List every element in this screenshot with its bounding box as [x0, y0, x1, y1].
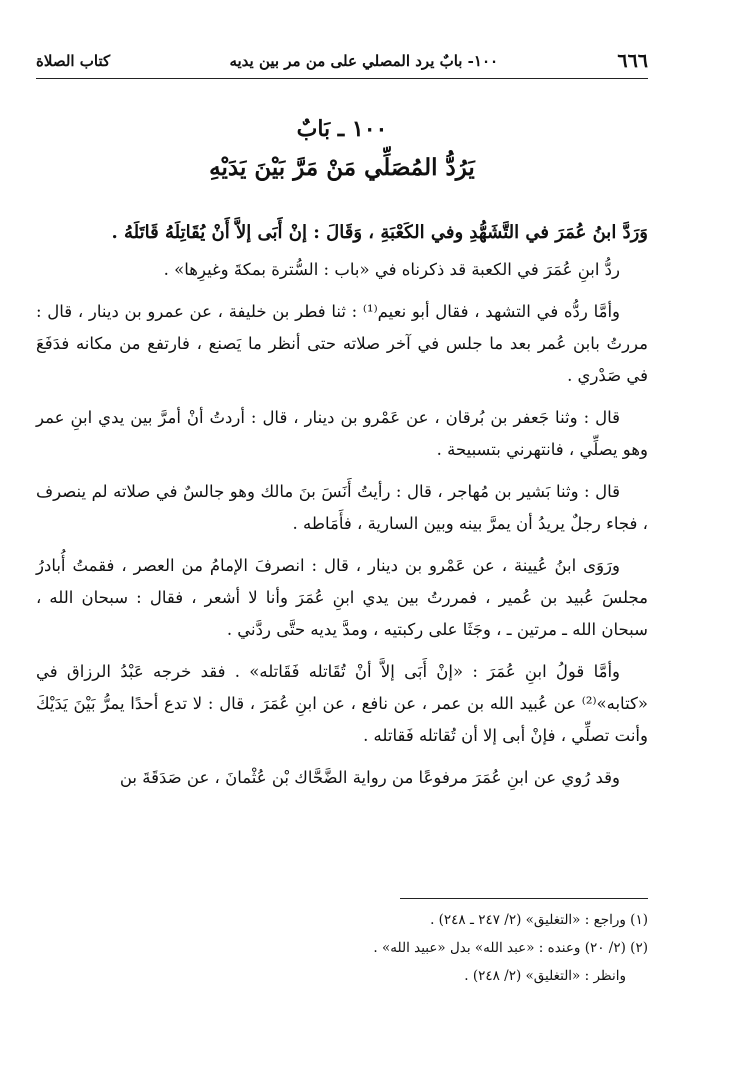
chapter-title: يَرُدُّ المُصَلِّي مَنْ مَرَّ بَيْنَ يَدَيْهِ — [209, 154, 475, 181]
paragraph: ورَوَى ابنُ عُيينة ، عن عَمْرو بن دينار ، قال : انصرفَ الإمامُ من العصر ، فقمتُ أُبادرُ مجلسَ عُبيد بن عُمير ، فمررتُ بين يدي ابنِ عُمَرَ وأنا لا أشعر ، فقال : سبحان الله ، سبحان الله ـ مرتين ـ ، وجَثَا على ركبتيه ، ومدَّ يديه حتَّى ردَّني . — [36, 556, 648, 639]
paragraph: وقد رُوي عن ابنِ عُمَرَ مرفوعًا من رواية الضَّحَّاك بْن عُثْمانَ ، عن صَدَقَةَ بن — [119, 768, 620, 787]
running-header — [36, 44, 648, 79]
chapter-number: ١٠٠ ـ بَابٌ — [296, 116, 388, 142]
paragraph: ردُّ ابنِ عُمَرَ في الكعبة قد ذكرناه في «باب : السُّترة بمكةَ وغيرِها» . — [163, 260, 620, 279]
footnote: (١) وراجع : «التغليق» (٢/ ٢٤٧ ـ ٢٤٨) . — [430, 912, 648, 928]
paragraph-lead: وَرَدَّ ابنُ عُمَرَ في التَّشَهُّدِ وفي الكَعْبَةِ ، وَقَالَ : إنْ أَبَى إلاَّ أَنْ يُقَاتِلَهُ قَاتَلَهُ . — [111, 222, 648, 243]
paragraph: قال : وثنا بَشير بن مُهاجر ، قال : رأيتُ أَنَسَ بنَ مالك وهو جالسٌ في صلاته لم ينصرف ، فجاء رجلٌ يريدُ أن يمرَّ بينه وبين السارية ، فأَمَاطه . — [36, 482, 648, 533]
paragraph: وأمَّا ردُّه في التشهد ، فقال أبو نعيم⁽¹⁾ : ثنا فطر بن خليفة ، عن عمرو بن دينار ، قال : مررتُ بابن عُمر بعد ما جلس في آخر صلاته حتى أنظر ما يَصنع ، فارتفع من مكانه فدَفَعَ في صَدْري . — [36, 302, 648, 385]
footnotes — [36, 906, 648, 990]
paragraph: قال : وثنا جَعفر بن بُرقان ، عن عَمْرو بن دينار ، قال : أردتُ أنْ أمرَّ بين يدي ابنِ عمر وهو يصلِّي ، فانتهرني بتسبيحة . — [36, 408, 648, 459]
footnote-divider — [400, 898, 648, 899]
paragraph: وأمَّا قولُ ابنِ عُمَرَ : «إنْ أَبَى إلاَّ أنْ تُقَاتله فَقَاتله» . فقد خرجه عَبْدُ الرزاق في «كتابه»⁽²⁾ عن عُبيد الله بن عمر ، عن نافع ، عن ابنِ عُمَرَ ، قال : لا تدع أحدًا يمرُّ بَيْنَ يَدَيْكَ وأنت تصلِّي ، فإنْ أبى إلا أن تُقاتله فَقاتله . — [36, 662, 648, 745]
footnote-continuation: وانظر : «التغليق» (٢/ ٢٤٨) . — [464, 968, 626, 984]
main-text — [36, 216, 648, 804]
book-page — [36, 44, 648, 1044]
footnote: (٢) (٢/ ٢٠) وعنده : «عبد الله» بدل «عبيد الله» . — [373, 940, 648, 956]
page-number: ٦٦٦ — [617, 50, 648, 72]
running-title: ١٠٠- بابٌ يرد المصلي على من مر بين يديه — [229, 52, 499, 70]
book-title: كتاب الصلاة — [36, 52, 111, 70]
